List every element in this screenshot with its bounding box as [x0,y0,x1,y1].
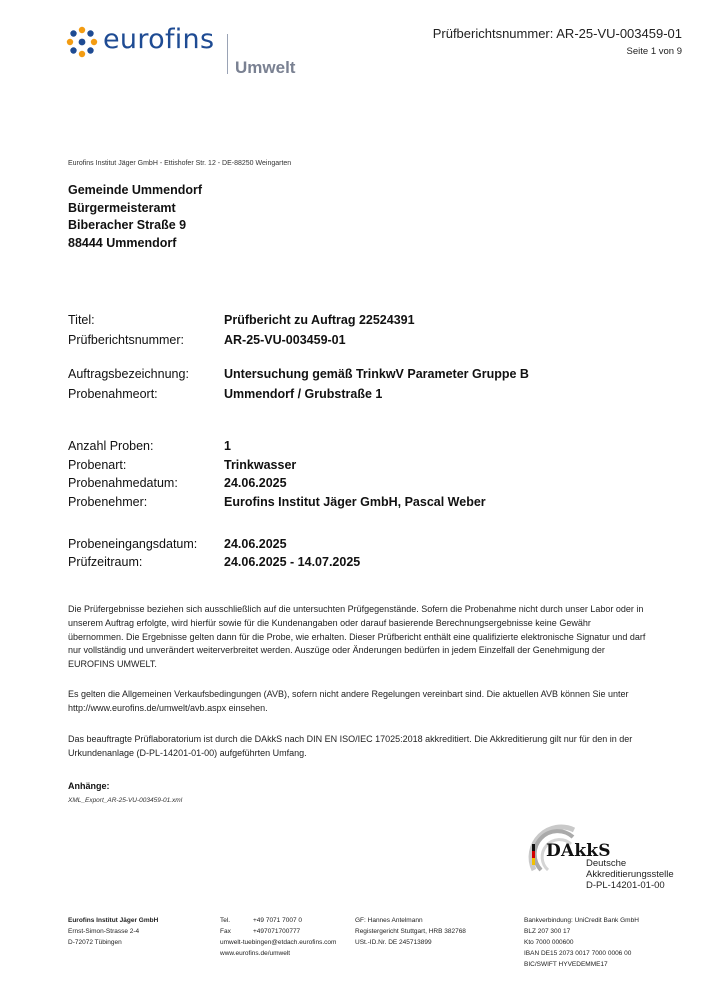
footer-line: BLZ 207 300 17 [524,928,571,935]
paragraph-line: Urkundenanlage (D-PL-14201-01-00) aufgeführten Umfang. [68,747,307,758]
footer-line: Bankverbindung: UniCredit Bank GmbH [524,917,639,924]
field-value: Untersuchung gemäß TrinkwV Parameter Gruppe B [224,367,529,381]
field-label: Anzahl Proben: [68,439,154,453]
paragraph-line: übernommen. Die Ergebnisse gelten dann für die Probe, wie erhalten. Dieser Prüfbericht enthält eine qualifizierte elektronische Signatur und darf [68,631,646,642]
attachment-file: XML_Export_AR-25-VU-003459-01.xml [68,797,183,804]
footer-line: Ernst-Simon-Strasse 2-4 [68,928,140,935]
paragraph-line: http://www.eurofins.de/umwelt/avb.aspx einsehen. [68,702,268,713]
eurofins-dots-icon [66,26,98,58]
recipient-line: Gemeinde Ummendorf [68,183,203,197]
dakks-mark [524,822,674,900]
field-label: Probeneingangsdatum: [68,537,198,551]
footer-line: GF: Hannes Antelmann [355,917,423,924]
field-label: Auftragsbezeichnung: [68,367,189,381]
field-value: Ummendorf / Grubstraße 1 [224,387,383,401]
footer-line: BIC/SWIFT HYVEDEMME17 [524,961,608,968]
field-value: AR-25-VU-003459-01 [224,333,346,347]
field-value: Trinkwasser [224,458,297,472]
terms-paragraph [68,688,680,716]
disclaimer-paragraph [68,603,680,672]
accreditation-paragraph [68,733,680,761]
footer-legal [355,915,466,948]
dakks-line: Deutsche [586,858,627,869]
footer-line: Kto 7000 000600 [524,939,574,946]
eurofins-logo [66,24,226,60]
footer-email: umwelt-tuebingen@etdach.eurofins.com [220,939,337,946]
field-label: Probenahmeort: [68,387,158,401]
footer-contact [220,915,336,959]
footer-line: D-72072 Tübingen [68,939,122,946]
recipient-line: Bürgermeisteramt [68,200,176,215]
recipient-address [68,182,202,252]
paragraph-line: Das beauftragte Prüflaboratorium ist durch die DAkkS nach DIN EN ISO/IEC 17025:2018 akkreditiert. Die Akkreditierung gilt nur für den in der [68,734,633,744]
footer-line: IBAN DE15 2073 0017 7000 0006 00 [524,950,632,957]
dakks-line: D-PL-14201-01-00 [586,880,665,891]
page-number: Seite 1 von 9 [626,46,682,57]
dakks-line: Akkreditierungsstelle [586,869,674,880]
field-value: 24.06.2025 [224,476,287,490]
paragraph-line: EUROFINS UMWELT. [68,659,157,670]
footer-web: www.eurofins.de/umwelt [220,950,291,957]
field-label: Titel: [68,313,95,327]
tel-label: Tel. [220,917,231,924]
field-value: 1 [224,439,231,453]
paragraph-line: nur vollständig und unverändert weiterverbreitet werden. Auszüge oder Änderungen bedürfen in jedem Einzelfall der Genehmigung der [68,645,605,656]
field-label: Probenahmedatum: [68,476,178,490]
footer-line: Registergericht Stuttgart, HRB 382768 [355,928,466,935]
field-label: Prüfberichtsnummer: [68,333,185,347]
dakks-caption [586,858,674,891]
field-value: 24.06.2025 - 14.07.2025 [224,555,361,569]
field-label: Prüfzeitraum: [68,555,143,569]
field-value: 24.06.2025 [224,537,287,551]
field-value: Eurofins Institut Jäger GmbH, Pascal Weber [224,495,486,509]
recipient-line: 88444 Ummendorf [68,235,177,250]
fax-label: Fax [220,928,231,935]
field-value: Prüfbericht zu Auftrag 22524391 [224,313,415,327]
field-label: Probenehmer: [68,495,148,509]
paragraph-line: Es gelten die Allgemeinen Verkaufsbedingungen (AVB), sofern nicht andere Regelungen vereinbart sind. Die aktuellen AVB können Sie unter [68,689,629,699]
footer-company [68,915,158,948]
sub-brand: Umwelt [235,58,296,77]
tel-value: +49 7071 7007 0 [253,917,302,924]
dakks-wordmark: DAkkS [546,841,611,861]
footer-bank [524,915,639,970]
footer-line: USt.-ID.Nr. DE 245713899 [355,939,432,946]
paragraph-line: Die Prüfergebnisse beziehen sich ausschließlich auf die untersuchten Prüfgegenstände. Sofern die Probenahme nicht durch unser Labor oder in [68,604,644,614]
brand-name: eurofins [103,24,215,55]
attachments-title: Anhänge: [68,781,110,791]
paragraph-line: unserem Auftrag erfolgte, wird hierfür sowie für die Kundenangaben oder darauf basierende Berechnungsergebnisse keine Gewähr [68,617,591,628]
sender-line: Eurofins Institut Jäger GmbH - Ettishofer Str. 12 - DE-88250 Weingarten [68,160,292,167]
logo-divider [227,34,228,74]
field-label: Probenart: [68,458,127,472]
recipient-line: Biberacher Straße 9 [68,218,187,232]
header-report-number: Prüfberichtsnummer: AR-25-VU-003459-01 [432,26,682,41]
fax-value: +497071700777 [253,928,301,935]
footer-company-name: Eurofins Institut Jäger GmbH [68,917,159,924]
